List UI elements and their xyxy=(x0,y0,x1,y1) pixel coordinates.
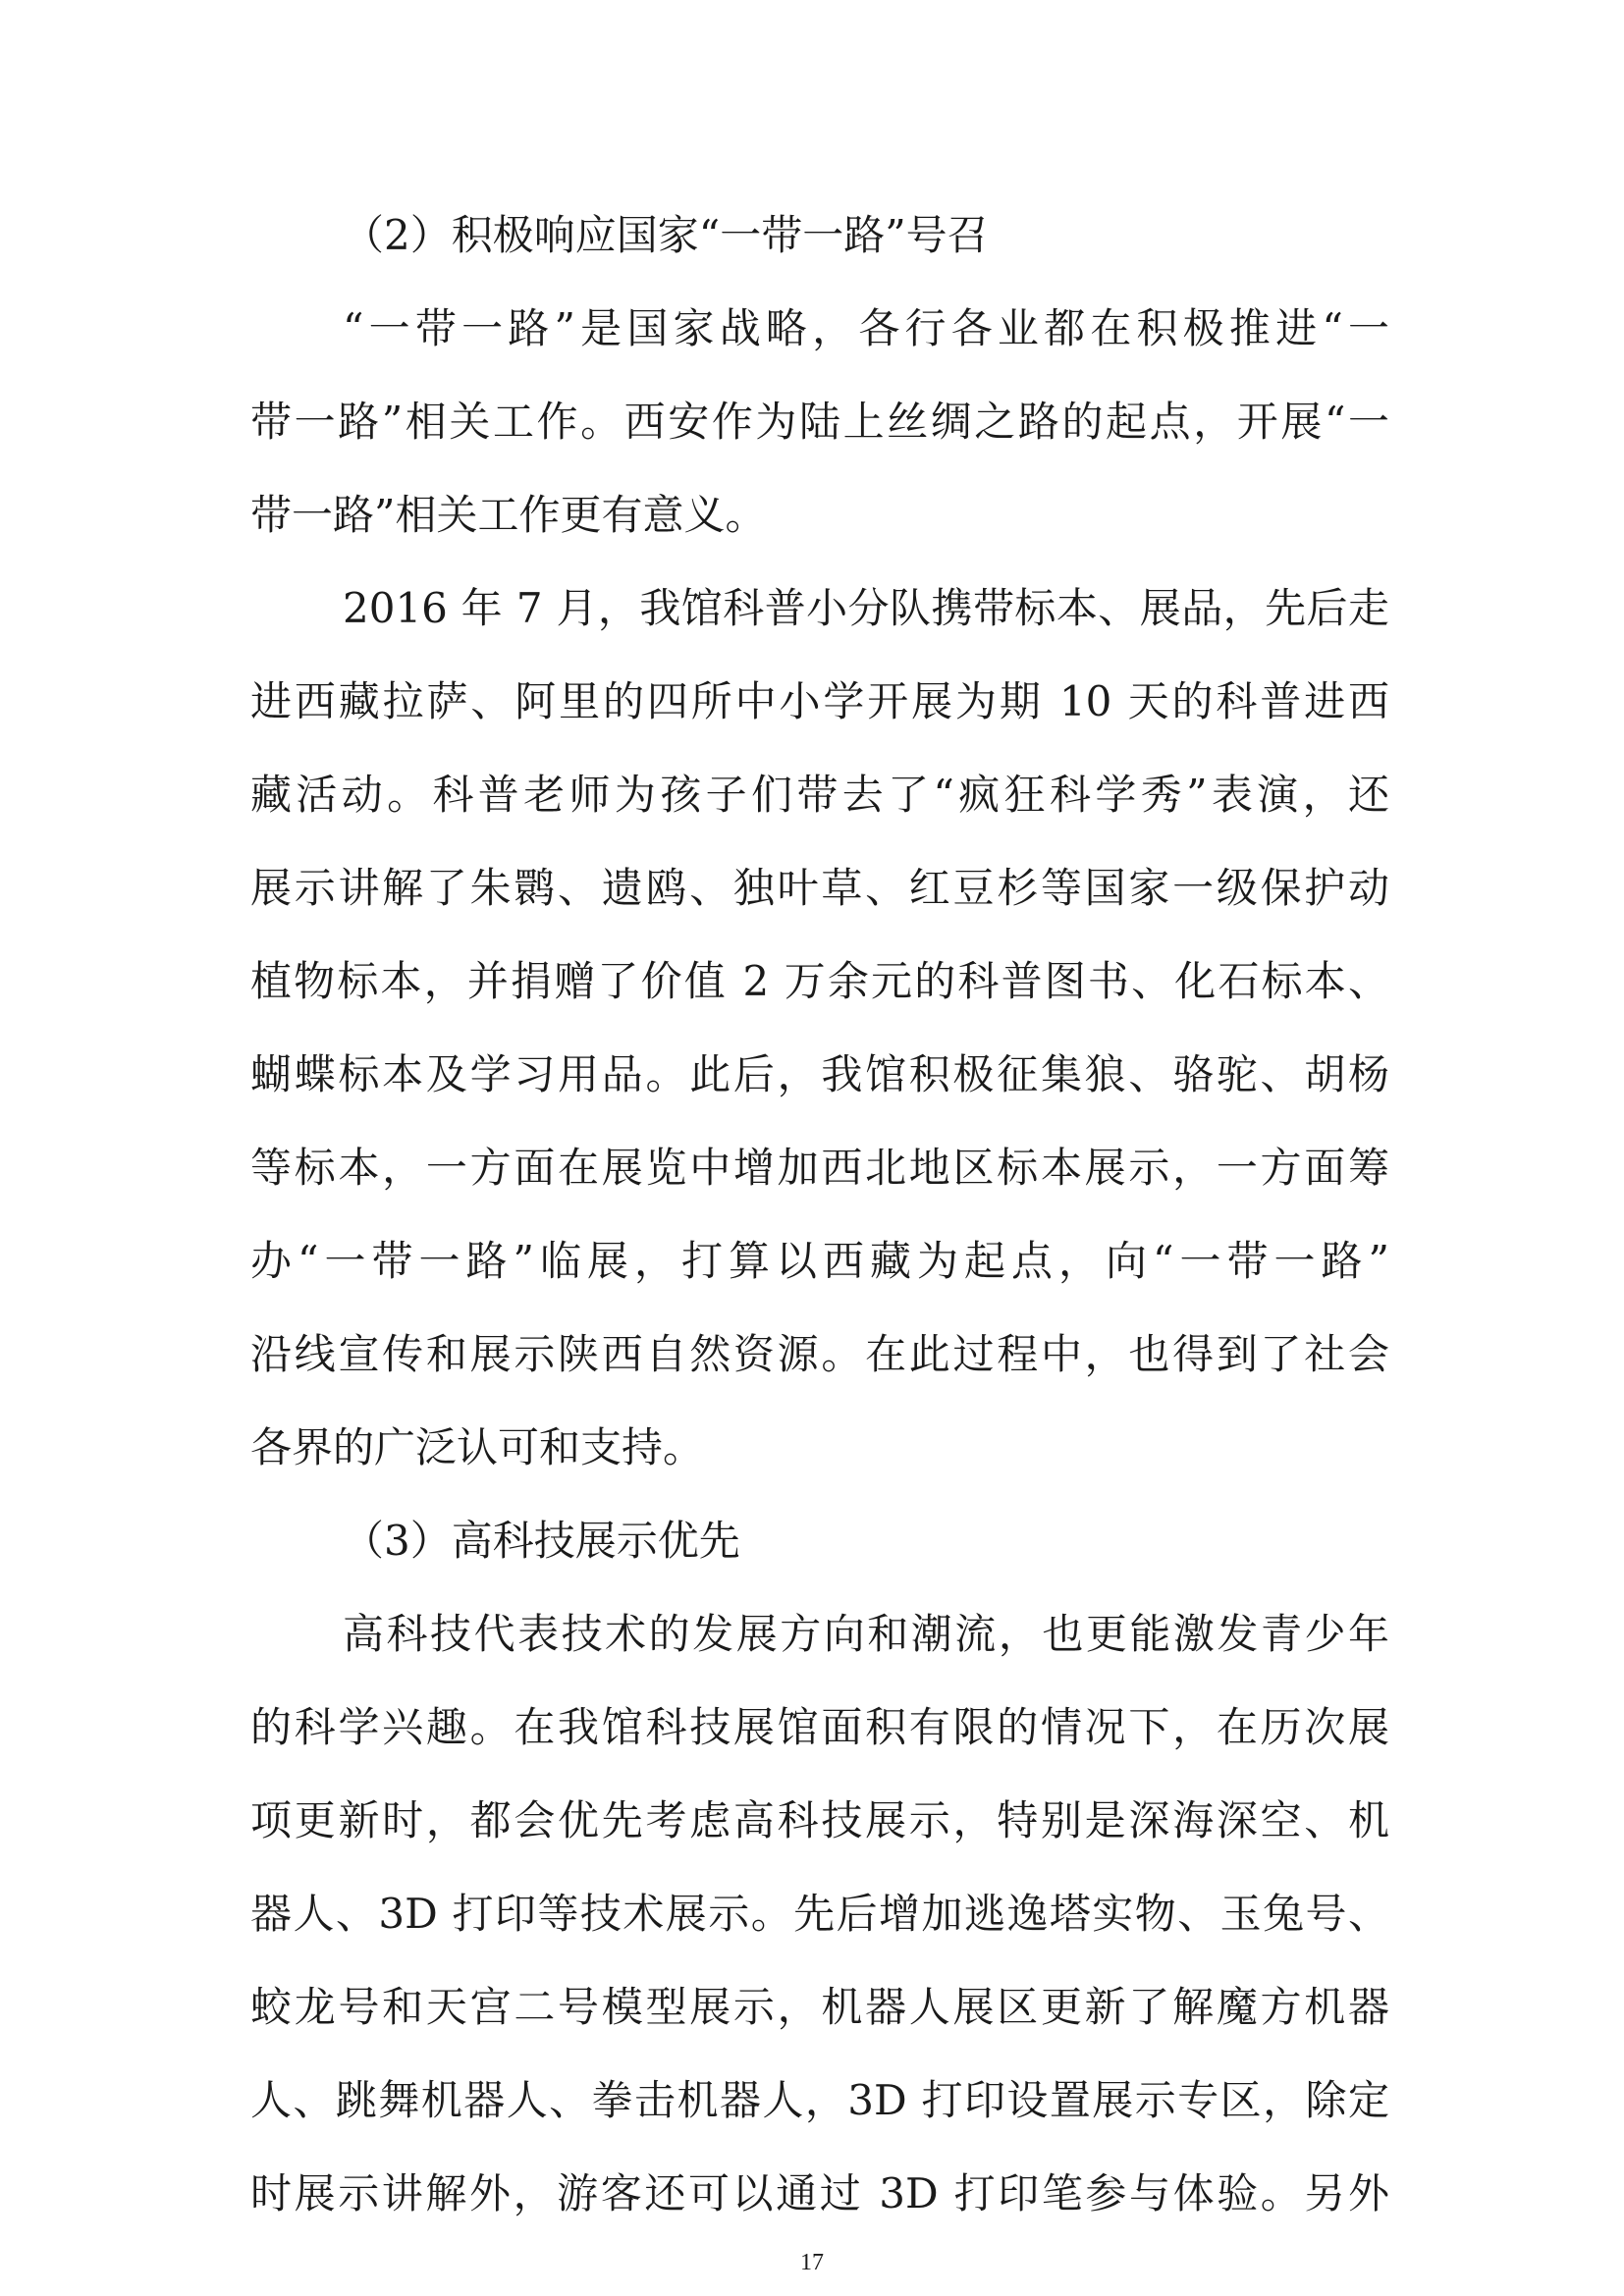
paragraph-line: 进西藏拉萨、阿里的四所中小学开展为期 10 天的科普进西 xyxy=(250,677,1389,725)
paragraph-line: 器人、3D 打印等技术展示。先后增加逃逸塔实物、玉兔号、 xyxy=(250,1890,1389,1938)
paragraph-line: 时展示讲解外，游客还可以通过 3D 打印笔参与体验。另外 xyxy=(250,2169,1389,2217)
paragraph-line: 带一路”相关工作。西安作为陆上丝绸之路的起点，开展“一 xyxy=(250,398,1389,446)
paragraph-line: 沿线宣传和展示陕西自然资源。在此过程中，也得到了社会 xyxy=(250,1330,1389,1378)
paragraph-line: 蝴蝶标本及学习用品。此后，我馆积极征集狼、骆驼、胡杨 xyxy=(250,1050,1389,1098)
section-heading: （3）高科技展示优先 xyxy=(343,1517,740,1565)
paragraph-line: 等标本，一方面在展览中增加西北地区标本展示，一方面筹 xyxy=(250,1144,1389,1192)
paragraph-line: 办“一带一路”临展，打算以西藏为起点，向“一带一路” xyxy=(250,1237,1389,1285)
paragraph-line: “一带一路”是国家战略，各行各业都在积极推进“一 xyxy=(343,304,1389,352)
paragraph-line: 藏活动。科普老师为孩子们带去了“疯狂科学秀”表演，还 xyxy=(250,771,1389,819)
paragraph-line: 各界的广泛认可和支持。 xyxy=(250,1423,705,1471)
paragraph-line: 带一路”相关工作更有意义。 xyxy=(250,491,767,539)
paragraph-line: 高科技代表技术的发展方向和潮流，也更能激发青少年 xyxy=(343,1610,1389,1658)
paragraph-line: 植物标本，并捐赠了价值 2 万余元的科普图书、化石标本、 xyxy=(250,957,1389,1005)
paragraph-line: 蛟龙号和天宫二号模型展示，机器人展区更新了解魔方机器 xyxy=(250,1983,1389,2031)
page-number: 17 xyxy=(800,2250,824,2275)
paragraph-line: 的科学兴趣。在我馆科技展馆面积有限的情况下，在历次展 xyxy=(250,1703,1389,1751)
paragraph-line: 人、跳舞机器人、拳击机器人，3D 打印设置展示专区，除定 xyxy=(250,2076,1389,2124)
paragraph-line: 展示讲解了朱鹮、遗鸥、独叶草、红豆杉等国家一级保护动 xyxy=(250,864,1389,912)
paragraph-line: 2016 年 7 月，我馆科普小分队携带标本、展品，先后走 xyxy=(343,584,1389,632)
paragraph-line: 项更新时，都会优先考虑高科技展示，特别是深海深空、机 xyxy=(250,1796,1389,1844)
section-heading: （2）积极响应国家“一带一路”号召 xyxy=(343,211,989,259)
